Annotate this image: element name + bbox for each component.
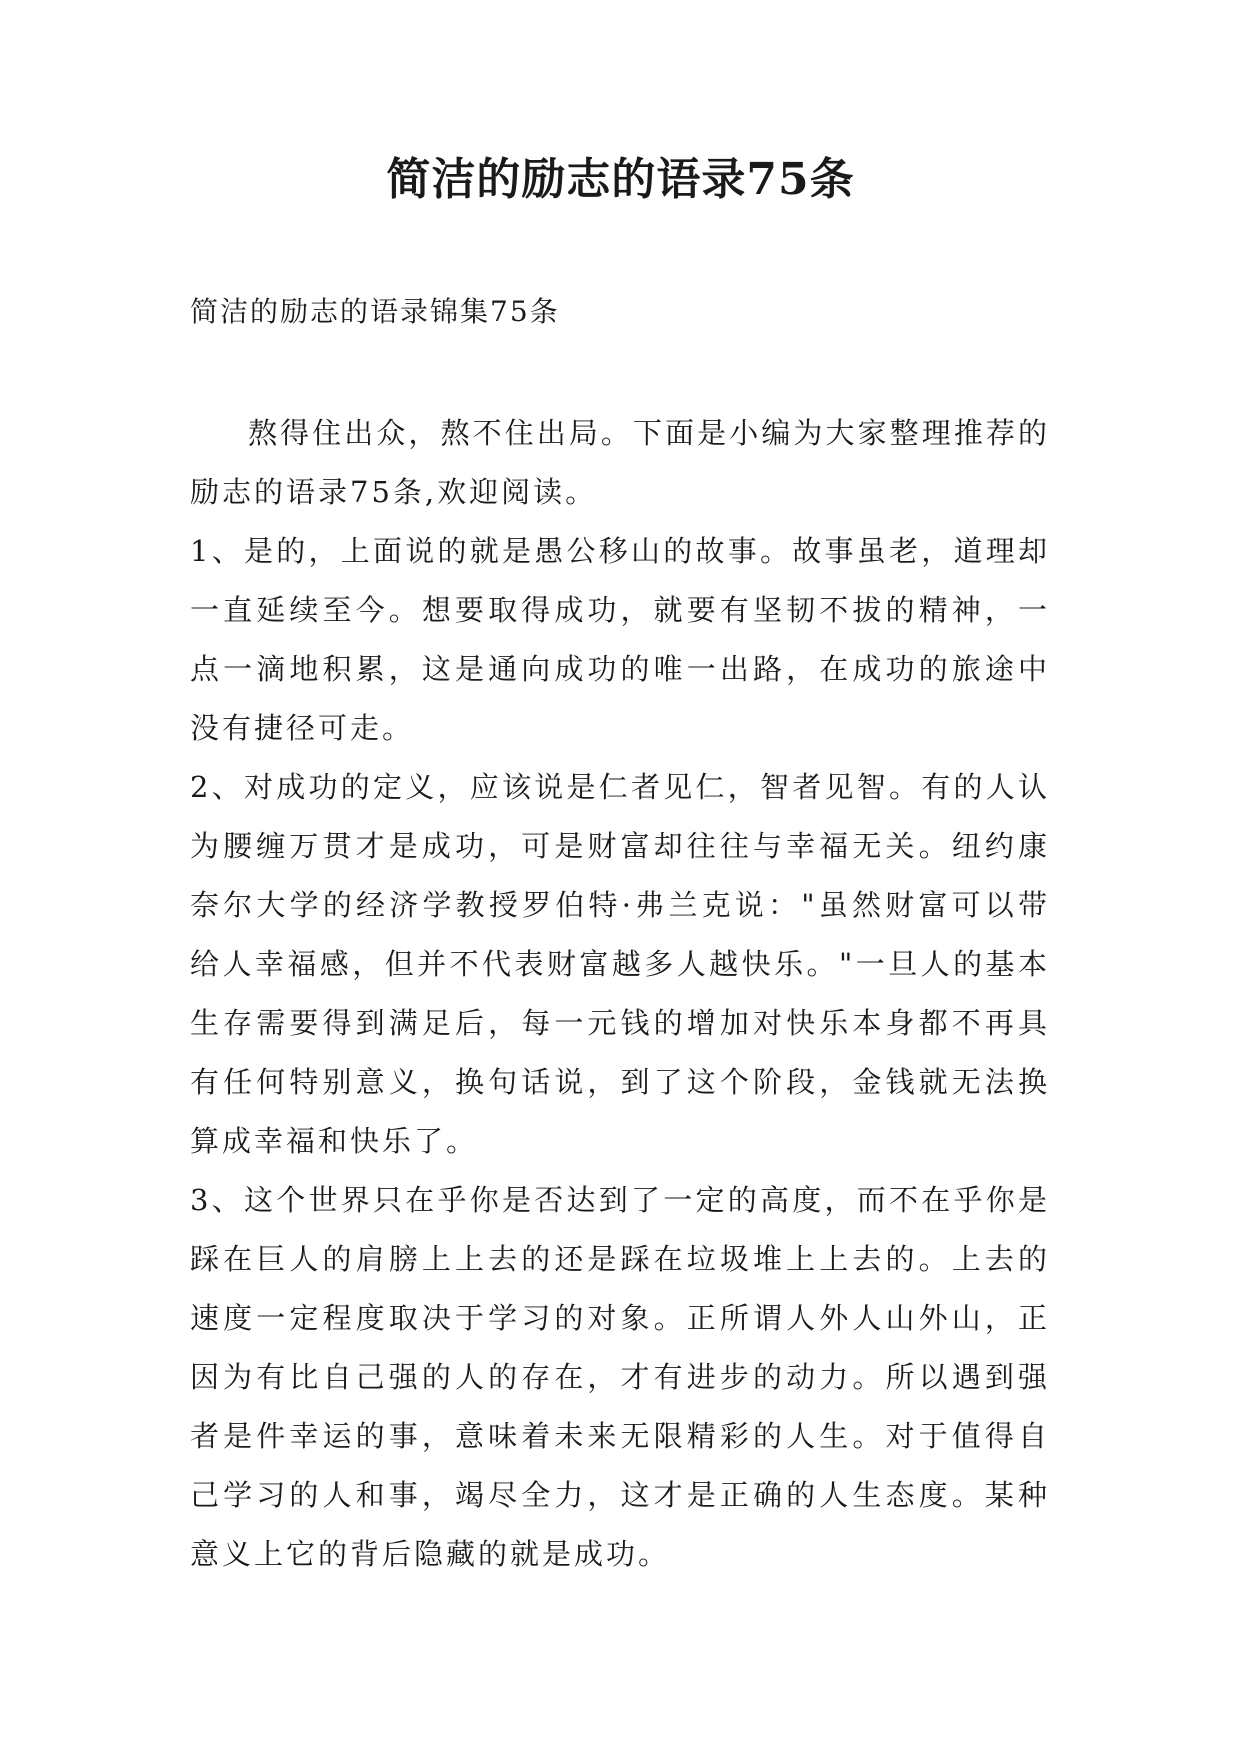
quote-item-1: 1、是的，上面说的就是愚公移山的故事。故事虽老，道理却一直延续至今。想要取得成功，就要有坚韧不拔的精神，一点一滴地积累，这是通向成功的唯一出路，在成功的旅途中没有捷径可走。 — [190, 534, 1050, 745]
document-subtitle: 简洁的励志的语录锦集75条 — [190, 295, 560, 328]
quote-item-3: 3、这个世界只在乎你是否达到了一定的高度，而不在乎你是踩在巨人的肩膀上上去的还是踩在垃圾堆上上去的。上去的速度一定程度取决于学习的对象。正所谓人外人山外山，正因为有比自己强的人的存在，才有进步的动力。所以遇到强者是件幸运的事，意味着未来无限精彩的人生。对于值得自己学习的人和事，竭尽全力，这才是正确的人生态度。某种意义上它的背后隐藏的就是成功。 — [190, 1183, 1050, 1571]
document-title: 简洁的励志的语录75条 — [386, 154, 855, 205]
quote-item-2: 2、对成功的定义，应该说是仁者见仁，智者见智。有的人认为腰缠万贯才是成功，可是财富却往往与幸福无关。纽约康奈尔大学的经济学教授罗伯特·弗兰克说："虽然财富可以带给人幸福感，但并不代表财富越多人越快乐。"一旦人的基本生存需要得到满足后，每一元钱的增加对快乐本身都不再具有任何特别意义，换句话说，到了这个阶段，金钱就无法换算成幸福和快乐了。 — [190, 770, 1050, 1158]
document-body — [190, 404, 1050, 1584]
intro-paragraph: 熬得住出众，熬不住出局。下面是小编为大家整理推荐的励志的语录75条,欢迎阅读。 — [190, 416, 1050, 509]
